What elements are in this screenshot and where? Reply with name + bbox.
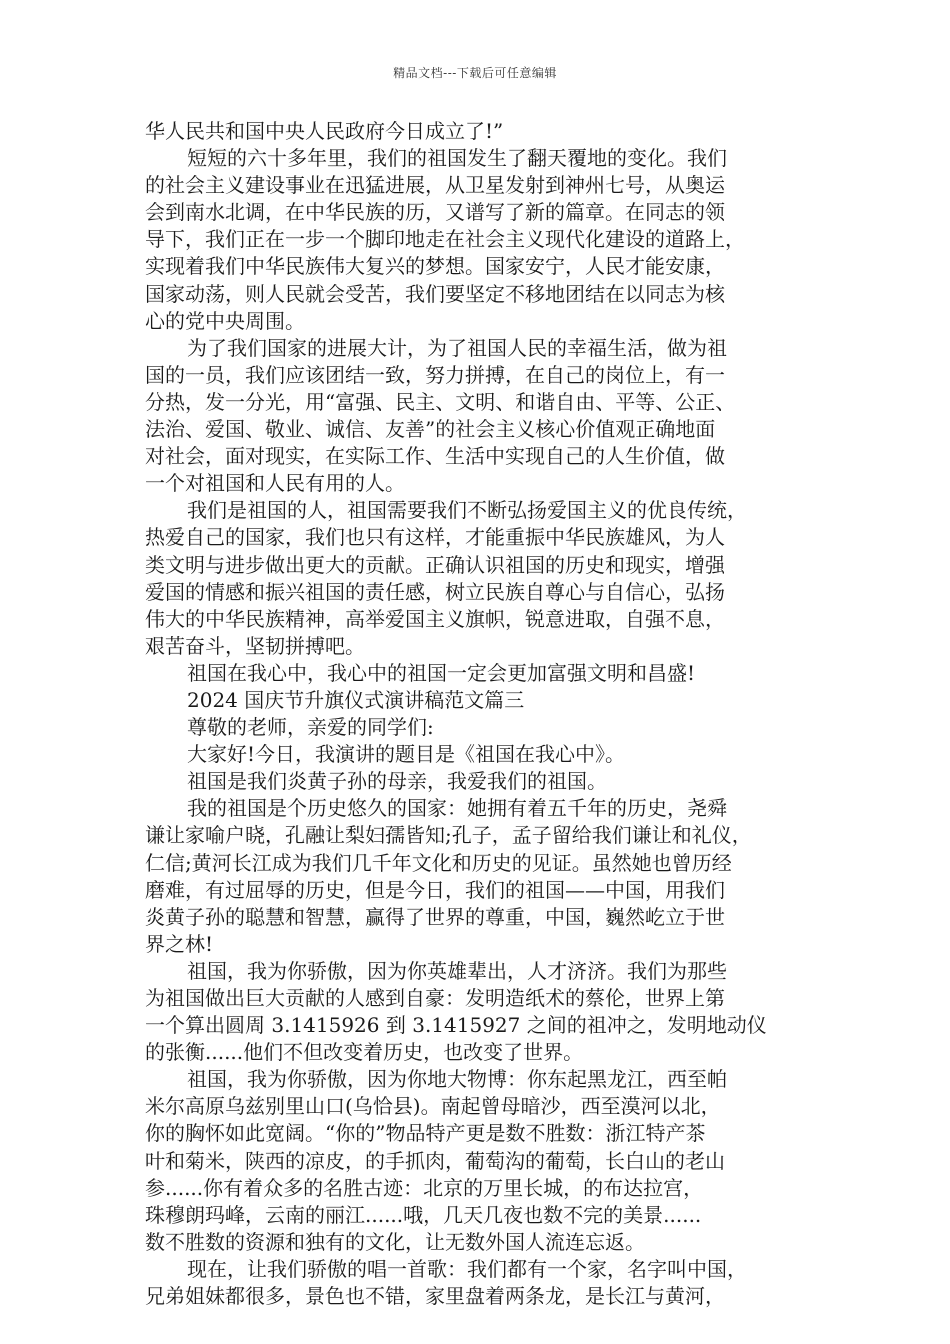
text-line: 数不胜数的资源和独有的文化，让无数外国人流连忘返。: [145, 1229, 645, 1254]
text-line: 爱国的情感和振兴祖国的责任感，树立民族自尊心与自信心，弘扬: [145, 579, 725, 604]
text-line: 我们是祖国的人，祖国需要我们不断弘扬爱国主义的优良传统，: [187, 498, 747, 523]
text-line: 米尔高原乌兹别里山口(乌恰县)。南起曾母暗沙，西至漠河以北，: [145, 1094, 721, 1119]
text-line: 的张衡......他们不但改变着历史，也改变了世界。: [145, 1040, 584, 1065]
text-line: 短短的六十多年里，我们的祖国发生了翻天覆地的变化。我们: [187, 146, 727, 171]
text-line: 为了我们国家的进展大计，为了祖国人民的幸福生活，做为祖: [187, 335, 727, 360]
text-line: 为祖国做出巨大贡献的人感到自豪：发明造纸术的蔡伦，世界上第: [145, 986, 725, 1010]
text-line: 华人民共和国中央人民政府今日成立了!”: [145, 119, 504, 143]
text-line: 祖国，我为你骄傲，因为你英雄辈出，人才济济。我们为那些: [187, 958, 727, 983]
text-line: 一个对祖国和人民有用的人。: [145, 471, 405, 496]
text-line: 我的祖国是个历史悠久的国家：她拥有着五千年的历史，尧舜: [187, 796, 727, 821]
text-line: 兄弟姐妹都很多，景色也不错，家里盘着两条龙，是长江与黄河，: [145, 1284, 725, 1309]
text-line: 磨难，有过屈辱的历史，但是今日，我们的祖国——中国，用我们: [145, 877, 725, 902]
text-line: 艰苦奋斗，坚韧拼搏吧。: [145, 633, 365, 658]
text-line: 现在，让我们骄傲的唱一首歌：我们都有一个家，名字叫中国，: [187, 1256, 747, 1281]
text-line: 类文明与进步做出更大的贡献。正确认识祖国的历史和现实，增强: [145, 552, 725, 577]
text-line: 谦让家喻户晓，孔融让梨妇孺皆知;孔子，孟子留给我们谦让和礼仪，: [145, 823, 752, 848]
text-line: 国的一员，我们应该团结一致，努力拼搏，在自己的岗位上，有一: [145, 362, 725, 387]
text-line: 珠穆朗玛峰，云南的丽江......哦，几天几夜也数不完的美景......: [145, 1202, 702, 1227]
text-line: 会到南水北调，在中华民族的历，又谱写了新的篇章。在同志的领: [145, 200, 725, 225]
text-line: 心的党中央周围。: [145, 308, 305, 333]
text-line: 大家好!今日，我演讲的题目是《祖国在我心中》。: [187, 742, 626, 767]
document-body: [145, 118, 825, 1310]
text-line: 导下，我们正在一步一个脚印地走在社会主义现代化建设的道路上，: [145, 227, 745, 252]
text-line: 祖国是我们炎黄子孙的母亲，我爱我们的祖国。: [187, 769, 607, 794]
text-line: 炎黄子孙的聪慧和智慧，赢得了世界的尊重，中国，巍然屹立于世: [145, 904, 725, 929]
text-line: 的社会主义建设事业在迅猛进展，从卫星发射到神州七号，从奥运: [145, 173, 725, 198]
text-line: 分热，发一分光，用“富强、民主、文明、和谐自由、平等、公正、: [145, 389, 736, 414]
text-line: 对社会，面对现实，在实际工作、生活中实现自己的人生价值，做: [145, 444, 725, 469]
text-line: 一个算出圆周 3.1415926 到 3.1415927 之间的祖冲之，发明地动仪: [145, 1013, 767, 1038]
text-line: 祖国在我心中，我心中的祖国一定会更加富强文明和昌盛!: [187, 660, 696, 685]
text-line: 2024 国庆节升旗仪式演讲稿范文篇三: [187, 687, 525, 712]
text-line: 叶和菊米，陕西的凉皮，的手抓肉，葡萄沟的葡萄，长白山的老山: [145, 1148, 725, 1173]
text-line: 伟大的中华民族精神，高举爱国主义旗帜，锐意进取，自强不息，: [145, 606, 725, 631]
text-line: 实现着我们中华民族伟大复兴的梦想。国家安宁，人民才能安康，: [145, 254, 725, 279]
text-line: 参......你有着众多的名胜古迹：北京的万里长城，的布达拉宫，: [145, 1175, 704, 1200]
text-line: 仁信;黄河长江成为我们几千年文化和历史的见证。虽然她也曾历经: [145, 850, 732, 875]
text-line: 祖国，我为你骄傲，因为你地大物博：你东起黑龙江，西至帕: [187, 1067, 727, 1092]
text-line: 界之林!: [145, 931, 214, 956]
text-line: 国家动荡，则人民就会受苦，我们要坚定不移地团结在以同志为核: [145, 281, 725, 306]
text-line: 热爱自己的国家，我们也只有这样，才能重振中华民族雄风，为人: [145, 525, 725, 550]
page-header: 精品文档---下载后可任意编辑: [393, 66, 557, 80]
text-line: 你的胸怀如此宽阔。“你的”物品特产更是数不胜数：浙江特产茶: [145, 1121, 706, 1146]
text-line: 尊敬的老师，亲爱的同学们:: [187, 715, 434, 740]
text-line: 法治、爱国、敬业、诚信、友善”的社会主义核心价值观正确地面: [145, 417, 716, 442]
